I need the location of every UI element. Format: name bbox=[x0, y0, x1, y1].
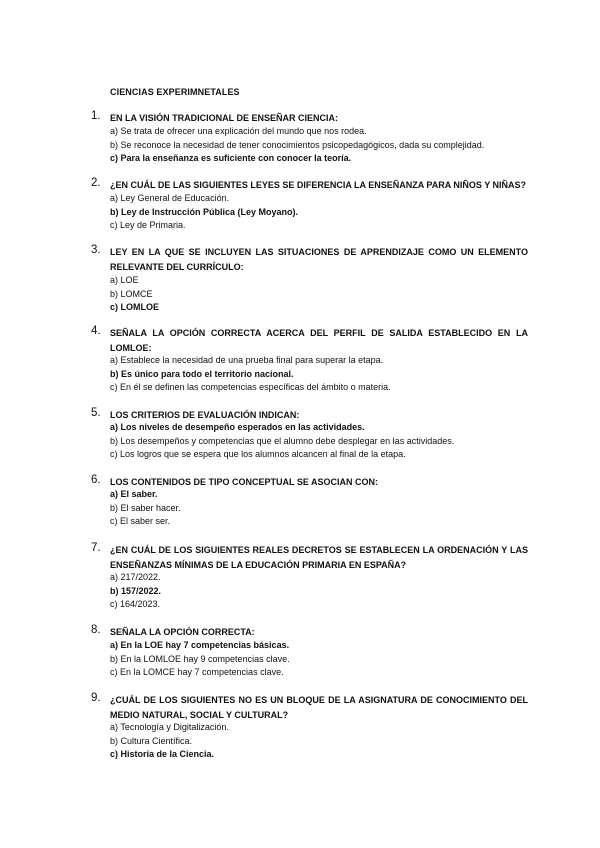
options-list bbox=[110, 571, 550, 612]
question-text: LEY EN LA QUE SE INCLUYEN LAS SITUACIONES DE APRENDIZAJE COMO UN ELEMENTO RELEVANTE DEL CURRÍCULO: bbox=[110, 247, 528, 272]
option-a: a) 217/2022. bbox=[110, 572, 161, 582]
option-b: b) Cultura Científica. bbox=[110, 735, 193, 746]
question-number: 8. bbox=[91, 624, 101, 636]
options-list bbox=[110, 125, 550, 166]
question-text: LOS CRITERIOS DE EVALUACIÓN INDICAN: bbox=[110, 410, 300, 420]
option-c: c) Los logros que se espera que los alumnos alcancen al final de la etapa. bbox=[110, 449, 406, 459]
question-number: 9. bbox=[91, 692, 101, 704]
options-list bbox=[110, 488, 550, 529]
option-a: a) Tecnología y Digitalización. bbox=[110, 722, 229, 732]
option-b: b) En la LOMLOE hay 9 competencias clave. bbox=[110, 653, 290, 664]
question-number: 4. bbox=[91, 325, 101, 337]
option-c: c) En la LOMCE hay 7 competencias clave. bbox=[110, 667, 284, 677]
question-text: ¿EN CUÁL DE LAS SIGUIENTES LEYES SE DIFERENCIA LA ENSEÑANZA PARA NIÑOS Y NIÑAS? bbox=[110, 180, 527, 190]
option-b-correct: b) Es único para todo el territorio nacional. bbox=[110, 368, 294, 379]
options-list bbox=[110, 192, 550, 233]
question-number: 6. bbox=[91, 474, 101, 486]
question-text: LOS CONTENIDOS DE TIPO CONCEPTUAL SE ASOCIAN CON: bbox=[110, 477, 379, 487]
question-text: SEÑALA LA OPCIÓN CORRECTA: bbox=[110, 627, 255, 637]
option-b: b) Se reconoce la necesidad de tener conocimientos psicopedagógicos, dada su complejidad. bbox=[110, 139, 485, 150]
document-title: CIENCIAS EXPERIMNETALES bbox=[110, 87, 240, 97]
option-c: c) El saber ser. bbox=[110, 516, 171, 526]
option-a-correct: a) En la LOE hay 7 competencias básicas. bbox=[110, 640, 290, 650]
option-a: a) Se trata de ofrecer una explicación del mundo que nos rodea. bbox=[110, 126, 367, 136]
options-list bbox=[110, 721, 550, 762]
option-a-correct: a) Los niveles de desempeño esperados en las actividades. bbox=[110, 422, 365, 432]
question-text: SEÑALA LA OPCIÓN CORRECTA ACERCA DEL PERFIL DE SALIDA ESTABLECIDO EN LA LOMLOE: bbox=[110, 328, 528, 353]
question-number: 2. bbox=[91, 177, 101, 189]
option-b: b) El saber hacer. bbox=[110, 502, 181, 513]
question-text: EN LA VISIÓN TRADICIONAL DE ENSEÑAR CIENCIA: bbox=[110, 113, 339, 123]
question-number: 7. bbox=[91, 542, 101, 554]
option-c: c) Ley de Primaria. bbox=[110, 220, 186, 230]
options-list bbox=[110, 274, 550, 315]
option-b-correct: b) Ley de Instrucción Pública (Ley Moyano). bbox=[110, 206, 299, 217]
option-c-correct: c) LOMLOE bbox=[110, 302, 159, 312]
option-a: a) Ley General de Educación. bbox=[110, 193, 230, 203]
option-c-correct: c) Historia de la Ciencia. bbox=[110, 749, 215, 759]
options-list bbox=[110, 421, 550, 462]
option-a: a) Establece la necesidad de una prueba final para superar la etapa. bbox=[110, 355, 384, 365]
option-c: c) En él se definen las competencias específicas del ámbito o materia. bbox=[110, 382, 391, 392]
option-b-correct: b) 157/2022. bbox=[110, 585, 162, 596]
option-c: c) 164/2023. bbox=[110, 599, 161, 609]
option-b: b) Los desempeños y competencias que el alumno debe desplegar en las actividades. bbox=[110, 435, 455, 446]
question-number: 3. bbox=[91, 244, 101, 256]
options-list bbox=[110, 639, 550, 680]
question-number: 1. bbox=[91, 110, 101, 122]
options-list bbox=[110, 354, 550, 395]
question-text: ¿EN CUÁL DE LOS SIGUIENTES REALES DECRETOS SE ESTABLECEN LA ORDENACIÓN Y LAS ENSEÑANZAS MÍNIMAS DE LA EDUCACIÓN PRIMARIA EN ESPAÑA? bbox=[110, 545, 528, 570]
option-b: b) LOMCE bbox=[110, 288, 153, 299]
question-number: 5. bbox=[91, 407, 101, 419]
option-a-correct: a) El saber. bbox=[110, 489, 158, 499]
option-a: a) LOE bbox=[110, 275, 139, 285]
option-c-correct: c) Para la enseñanza es suficiente con conocer la teoría. bbox=[110, 153, 352, 163]
question-text: ¿CUÁL DE LOS SIGUIENTES NO ES UN BLOQUE DE LA ASIGNATURA DE CONOCIMIENTO DEL MEDIO NATURAL, SOCIAL Y CULTURAL? bbox=[110, 695, 528, 720]
